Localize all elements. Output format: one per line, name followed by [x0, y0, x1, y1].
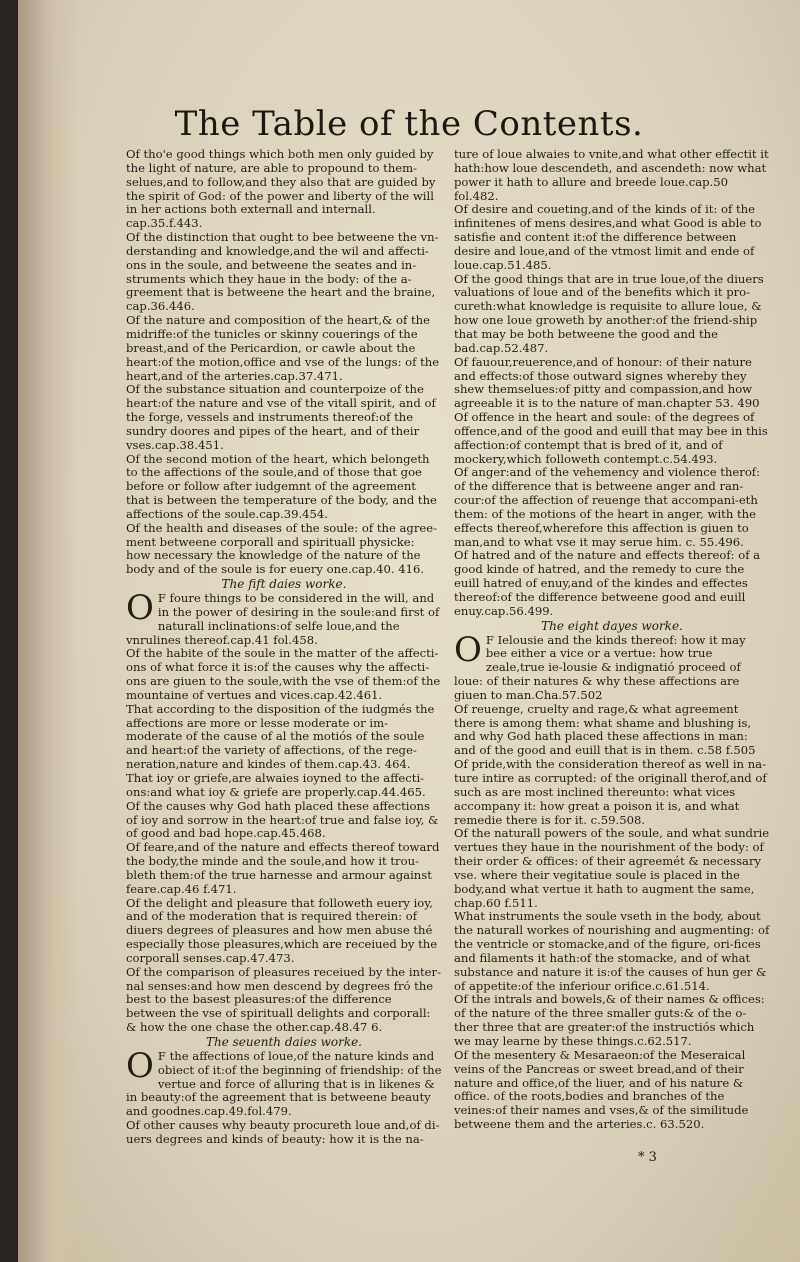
contents-entry [454, 549, 770, 618]
book-page [18, 0, 800, 1262]
entry-text: Of the intrals and bowels,& of their names & offices: of the nature of the three smaller guts:& of the o-ther three that are greater:of the instructiós which we may learne by these things.c.62.517. [454, 992, 765, 1048]
section-heading: The eight dayes worke. [541, 618, 683, 633]
entry-text: That ioy or griefe,are alwaies ioyned to the affecti-ons:and what ioy & griefe are properly.cap.44.465. [126, 770, 426, 799]
entry-text: Of the nature and composition of the heart,& of the midriffe:of the tunicles or skinny couerings of the breast,and of the Pericardion, or cawle about the heart:of the motion,office and vse of the lungs: of the heart,and of the arteries.cap.37.471. [126, 313, 440, 383]
entry-text: Of the delight and pleasure that followeth euery ioy, and of the moderation that is required therein: of diuers degrees of pleasures and how men abuse thé especially those pleasures,which are receiued by the corporall senses.cap.47.473. [126, 895, 438, 965]
section-heading: The seuenth daies worke. [206, 1035, 362, 1049]
contents-entry [126, 703, 442, 772]
entry-text: Of the second motion of the heart, which belongeth to the affections of the soule,and of those that goe before or follow after iudgemnt of the agreement that is between the temperature of the body, and the affections of the soule.cap.39.454. [126, 451, 437, 521]
entry-text: Of fauour,reuerence,and of honour: of their nature and effects:of those outward signes whereby they shew themselues:of pitty and compassion,and how agreeable it is to the nature of man.chapter 53. 490 [454, 354, 760, 411]
page-title: The Table of the Contents. [174, 104, 644, 144]
contents-entry [454, 466, 770, 549]
contents-entry [454, 1049, 770, 1132]
contents-entry [126, 1119, 442, 1147]
contents-entry [126, 1045, 442, 1119]
contents-entry [126, 772, 442, 800]
contents-entry [126, 588, 442, 647]
entry-text: Of the naturall powers of the soule, and what sundrie vertues they haue in the nourishment of the body: of their order & offices: of their agreemét & necessary vse. where their vegitatiue soule is placed in the body,and what vertue it hath to augment the same, chap.60 f.511. [454, 826, 770, 910]
entry-text: Of the distinction that ought to bee betweene the vn-derstanding and knowledge,and the wil and affecti-ons in the soule, and betweene the seates and in-struments which they haue in the body: of the a-greement that is betweene the heart and the braine, cap.36.446. [126, 230, 439, 314]
entry-text: F the affections of loue,of the nature kinds and obiect of it:of the beginning of friendship: of the vertue and force of alluring that is in likenes & in beauty:of the agreement that is betweene beauty and goodnes.cap.49.fol.479. [126, 1048, 442, 1119]
entry-text: Of offence in the heart and soule: of the degrees of offence,and of the good and euill that may bee in this affection:of contempt that is bred of it, and of mockery,which followeth contempt.c.54.493. [454, 410, 768, 466]
contents-entry [126, 647, 442, 702]
contents-entry [454, 148, 770, 203]
contents-entry [126, 148, 442, 231]
entry-text: Of pride,with the consideration thereof as well in na-ture intire as corrupted: of the originall therof,and of such as are most inclined thereunto: what vices accompany it: how great a poison it is, and what remedie there is for it. c.59.508. [454, 757, 767, 827]
left-column [126, 148, 442, 1147]
entry-text: That according to the disposition of the iudgmés the affections are more or lesse moderate or im-moderate of the cause of al the motiós of the soule and heart:of the variety of affections, of the rege-neration,nature and kindes of them.cap.43. 464. [126, 701, 435, 772]
contents-entry [126, 453, 442, 522]
entry-text: Of the mesentery & Mesaraeon:of the Meseraical veins of the Pancreas or sweet bread,and of their nature and office,of the liuer, and of his nature & office. of the roots,bodies and branches of the veines:of their names and vses,& of the similitude betweene them and the arteries.c. 63.520. [454, 1047, 749, 1132]
drop-cap-initial: O [126, 588, 154, 628]
contents-entry [126, 231, 442, 314]
contents-entry [454, 203, 770, 272]
section-heading: The fift daies worke. [221, 577, 347, 592]
entry-text: Of the good things that are in true loue,of the diuers valuations of loue and of the benefits which it pro-cureth:what knowledge is requisite to allure loue, & how one loue groweth by another:of the friend-ship that may be both betweene the good and the bad.cap.52.487. [454, 271, 764, 355]
contents-entry [454, 411, 770, 466]
entry-text: Of the comparison of pleasures receiued by the inter-nal senses:and how men descend by degrees fró the best to the basest pleasures:of the difference between the vse of spirituall delights and corporall: & how the one chase the other.cap.48.47 6. [126, 964, 441, 1035]
contents-entry [126, 383, 442, 452]
contents-entry [126, 522, 442, 577]
contents-entry [454, 993, 770, 1048]
entry-text: What instruments the soule vseth in the body, about the naturall workes of nourishing and augmenting: of the ventricle or stomacke,and of the figure, ori-fices and filaments it hath:of the stomacke, and of what substance and nature it is:of the causes of hun ger & of appetite:of the inferiour orifice.c.61.514. [454, 909, 770, 993]
contents-entry [454, 703, 770, 758]
drop-cap-initial: O [126, 1045, 154, 1086]
contents-entry [126, 897, 442, 966]
contents-entry [126, 314, 442, 383]
entry-text: F foure things to be considered in the will, and in the power of desiring in the soule:and first of naturall inclinations:of selfe loue,and the vnrulines thereof.cap.41 fol.458. [126, 591, 440, 647]
contents-entry [126, 841, 442, 896]
entry-text: Of the causes why God hath placed these affections of ioy and sorrow in the heart:of true and false ioy, & of good and bad hope.cap.45.468. [126, 798, 439, 841]
entry-text: Of desire and coueting,and of the kinds of it: of the infinitenes of mens desires,and what Good is able to satisfie and content it:of the difference between desire and loue,and of the vtmost limit and ende of loue.cap.51.485. [454, 202, 762, 272]
entry-text: Of reuenge, cruelty and rage,& what agreement there is among them: what shame and blushing is, and why God hath placed these affections in man: and of the good and euill that is in them. c.58 f.505 [454, 701, 756, 758]
contents-entry [454, 758, 770, 827]
contents-entry [454, 910, 770, 993]
entry-text: ture of loue alwaies to vnite,and what other effectit it hath:how loue descendeth, and ascendeth: now what power it hath to allure and breede loue.cap.50 fol.482. [454, 147, 769, 203]
entry-text: Of other causes why beauty procureth loue and,of di-uers degrees and kinds of beauty: how it is the na- [126, 1118, 440, 1146]
contents-entry [454, 827, 770, 910]
entry-text: Of the health and diseases of the soule: of the agree-ment betweene corporall and spirituall physicke: how necessary the knowledge of the nature of the body and of the soule is for euery one.cap.40. 416. [126, 520, 438, 577]
contents-entry [454, 629, 770, 703]
entry-text: Of the habite of the soule in the matter of the affecti-ons of what force it is:of the causes why the affecti-ons are giuen to the soule,with the vse of them:of the mountaine of vertues and vices.cap.42.461. [126, 646, 441, 702]
page-gutter-shadow [18, 0, 78, 1262]
signature-mark: * 3 [638, 1150, 657, 1165]
right-column [454, 148, 770, 1132]
entry-text: Of tho'e good things which both men only guided by the light of nature, are able to propound to them-selues,and to follow,and they also that are guided by the spirit of God: of the power and liberty of the will in her actions both externall and internall. cap.35.f.443. [126, 147, 436, 231]
entry-text: Of hatred and of the nature and effects thereof: of a good kinde of hatred, and the remedy to cure the euill hatred of enuy,and of the kindes and effectes thereof:of the difference betweene good and euill enuy.cap.56.499. [454, 548, 761, 618]
entry-text: Of feare,and of the nature and effects thereof toward the body,the minde and the soule,and how it trou-bleth them:of the true harnesse and armour against feare.cap.46 f.471. [126, 840, 440, 896]
entry-text: Of the substance situation and counterpoize of the heart:of the nature and vse of the vitall spirit, and of the forge, vessels and instruments thereof:of the sundry doores and pipes of the heart, and of their vses.cap.38.451. [126, 382, 436, 452]
contents-entry [454, 273, 770, 356]
contents-entry [126, 800, 442, 842]
entry-text: F Ielousie and the kinds thereof: how it may bee either a vice or a vertue: how true zeale,true ie-lousie & indignatió proceed of loue: of their natures & why these affections are giuen to man.Cha.57.502 [454, 632, 746, 702]
contents-entry [126, 966, 442, 1035]
contents-entry [454, 356, 770, 411]
entry-text: Of anger:and of the vehemency and violence therof: of the difference that is betweene anger and ran-cour:of the affection of reuenge that accompani-eth them: of the motions of the heart in anger, with the effects thereof,wherefore this affection is giuen to man,and to what vse it may serue him. c. 55.496. [454, 465, 761, 549]
drop-cap-initial: O [454, 629, 482, 670]
